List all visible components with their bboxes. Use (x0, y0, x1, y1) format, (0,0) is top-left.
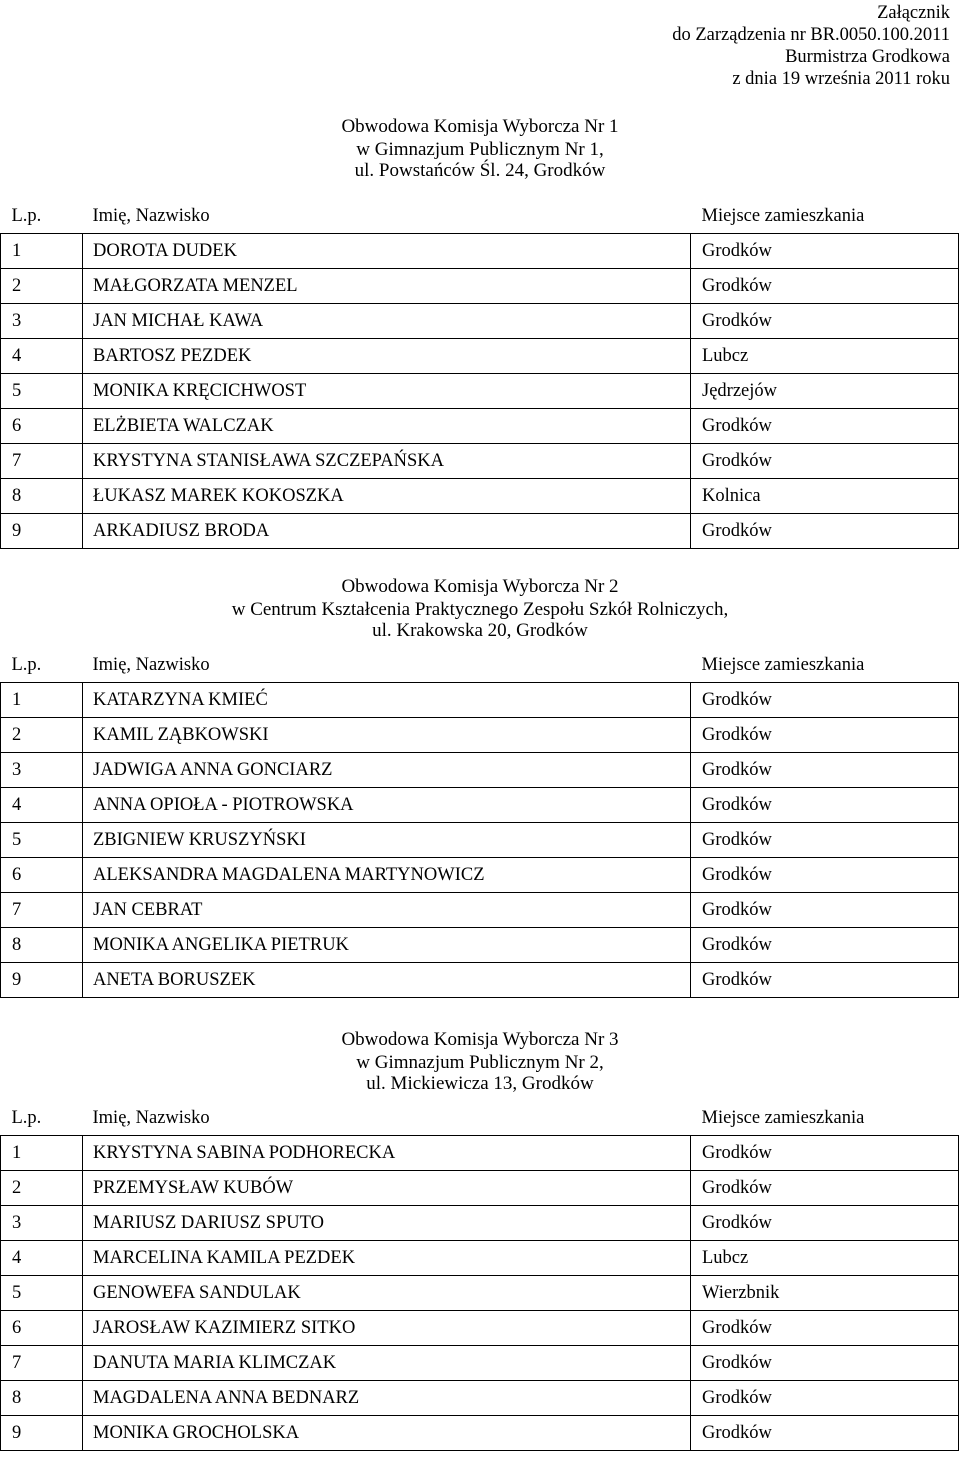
row-number: 8 (1, 479, 83, 514)
column-header-place: Miejsce zamieszkania (691, 200, 959, 234)
column-header-row (1, 649, 959, 683)
table-row (1, 339, 959, 374)
row-number: 7 (1, 893, 83, 928)
member-name: KATARZYNA KMIEĆ (83, 683, 691, 718)
member-name: ZBIGNIEW KRUSZYŃSKI (83, 823, 691, 858)
member-name: MARCELINA KAMILA PEZDEK (83, 1241, 691, 1276)
row-number: 9 (1, 514, 83, 549)
member-residence: Grodków (691, 858, 959, 893)
column-header-name: Imię, Nazwisko (83, 1102, 691, 1136)
commission-section-3 (0, 1028, 960, 1443)
commission-location: w Gimnazjum Publicznym Nr 1, (356, 139, 604, 160)
member-name: KRYSTYNA STANISŁAWA SZCZEPAŃSKA (83, 444, 691, 479)
member-name: ANNA OPIOŁA - PIOTROWSKA (83, 788, 691, 823)
member-name: MONIKA ANGELIKA PIETRUK (83, 928, 691, 963)
row-number: 6 (1, 409, 83, 444)
table-row (1, 479, 959, 514)
table-row (1, 1276, 959, 1311)
table-row (1, 269, 959, 304)
column-header-row (1, 200, 959, 234)
member-name: KAMIL ZĄBKOWSKI (83, 718, 691, 753)
column-header-place: Miejsce zamieszkania (691, 649, 959, 683)
table-row (1, 1171, 959, 1206)
table-row (1, 1381, 959, 1416)
member-residence: Grodków (691, 1381, 959, 1416)
member-name: ANETA BORUSZEK (83, 963, 691, 998)
row-number: 8 (1, 1381, 83, 1416)
table-row (1, 234, 959, 269)
member-residence: Grodków (691, 269, 959, 304)
row-number: 7 (1, 1346, 83, 1381)
member-name: KRYSTYNA SABINA PODHORECKA (83, 1136, 691, 1171)
member-residence: Grodków (691, 1136, 959, 1171)
row-number: 4 (1, 788, 83, 823)
row-number: 8 (1, 928, 83, 963)
commission-name: Obwodowa Komisja Wyborcza Nr 1 (341, 116, 619, 137)
table-row (1, 304, 959, 339)
member-name: PRZEMYSŁAW KUBÓW (83, 1171, 691, 1206)
members-table (0, 200, 959, 549)
table-row (1, 823, 959, 858)
member-residence: Grodków (691, 1416, 959, 1451)
table-row (1, 374, 959, 409)
row-number: 7 (1, 444, 83, 479)
commission-location: w Centrum Kształcenia Praktycznego Zespołu Szkół Rolniczych, (231, 599, 729, 620)
attachment-header (672, 2, 950, 90)
commission-title (0, 115, 960, 181)
commission-address: ul. Mickiewicza 13, Grodków (366, 1073, 594, 1094)
member-name: ARKADIUSZ BRODA (83, 514, 691, 549)
row-number: 2 (1, 269, 83, 304)
column-header-place: Miejsce zamieszkania (691, 1102, 959, 1136)
row-number: 6 (1, 858, 83, 893)
member-residence: Jędrzejów (691, 374, 959, 409)
column-header-name: Imię, Nazwisko (83, 649, 691, 683)
member-residence: Grodków (691, 823, 959, 858)
members-table (0, 1102, 959, 1451)
member-name: GENOWEFA SANDULAK (83, 1276, 691, 1311)
table-row (1, 409, 959, 444)
column-header-lp: L.p. (1, 649, 83, 683)
attachment-label: Załącznik (877, 3, 950, 23)
member-residence: Kolnica (691, 479, 959, 514)
row-number: 1 (1, 234, 83, 269)
row-number: 5 (1, 374, 83, 409)
issue-date: z dnia 19 września 2011 roku (732, 69, 950, 89)
member-name: ALEKSANDRA MAGDALENA MARTYNOWICZ (83, 858, 691, 893)
commission-location: w Gimnazjum Publicznym Nr 2, (356, 1052, 604, 1073)
member-residence: Grodków (691, 893, 959, 928)
member-residence: Lubcz (691, 1241, 959, 1276)
member-residence: Grodków (691, 1311, 959, 1346)
table-row (1, 1311, 959, 1346)
member-name: DANUTA MARIA KLIMCZAK (83, 1346, 691, 1381)
table-row (1, 893, 959, 928)
member-residence: Grodków (691, 963, 959, 998)
commission-title (0, 1028, 960, 1094)
row-number: 4 (1, 1241, 83, 1276)
commission-title (0, 575, 960, 641)
member-name: MONIKA KRĘCICHWOST (83, 374, 691, 409)
table-row (1, 1241, 959, 1276)
row-number: 1 (1, 1136, 83, 1171)
table-row (1, 1416, 959, 1451)
row-number: 1 (1, 683, 83, 718)
member-name: MONIKA GROCHOLSKA (83, 1416, 691, 1451)
table-row (1, 683, 959, 718)
ordinance-number: do Zarządzenia nr BR.0050.100.2011 (672, 25, 950, 45)
table-row (1, 1206, 959, 1241)
commission-section-1 (0, 115, 960, 541)
member-name: MAGDALENA ANNA BEDNARZ (83, 1381, 691, 1416)
member-residence: Grodków (691, 234, 959, 269)
table-row (1, 514, 959, 549)
row-number: 3 (1, 753, 83, 788)
issuer: Burmistrza Grodkowa (785, 47, 950, 67)
commission-section-2 (0, 575, 960, 990)
member-name: JAROSŁAW KAZIMIERZ SITKO (83, 1311, 691, 1346)
column-header-lp: L.p. (1, 200, 83, 234)
commission-address: ul. Powstańców Śl. 24, Grodków (354, 160, 606, 181)
table-row (1, 788, 959, 823)
column-header-lp: L.p. (1, 1102, 83, 1136)
table-row (1, 1136, 959, 1171)
table-row (1, 1346, 959, 1381)
member-residence: Lubcz (691, 339, 959, 374)
member-residence: Grodków (691, 1346, 959, 1381)
column-header-name: Imię, Nazwisko (83, 200, 691, 234)
member-residence: Grodków (691, 1171, 959, 1206)
member-residence: Grodków (691, 514, 959, 549)
member-residence: Grodków (691, 753, 959, 788)
member-name: JAN MICHAŁ KAWA (83, 304, 691, 339)
column-header-row (1, 1102, 959, 1136)
commission-address: ul. Krakowska 20, Grodków (372, 620, 588, 641)
members-table (0, 649, 959, 998)
member-residence: Grodków (691, 718, 959, 753)
table-row (1, 963, 959, 998)
commission-name: Obwodowa Komisja Wyborcza Nr 3 (341, 1029, 619, 1050)
table-row (1, 858, 959, 893)
row-number: 2 (1, 718, 83, 753)
member-name: DOROTA DUDEK (83, 234, 691, 269)
member-name: ELŻBIETA WALCZAK (83, 409, 691, 444)
table-row (1, 444, 959, 479)
table-row (1, 718, 959, 753)
row-number: 5 (1, 823, 83, 858)
member-name: JADWIGA ANNA GONCIARZ (83, 753, 691, 788)
member-name: MARIUSZ DARIUSZ SPUTO (83, 1206, 691, 1241)
member-residence: Grodków (691, 1206, 959, 1241)
member-name: MAŁGORZATA MENZEL (83, 269, 691, 304)
row-number: 2 (1, 1171, 83, 1206)
member-residence: Grodków (691, 409, 959, 444)
table-row (1, 928, 959, 963)
member-name: JAN CEBRAT (83, 893, 691, 928)
member-residence: Grodków (691, 788, 959, 823)
member-name: ŁUKASZ MAREK KOKOSZKA (83, 479, 691, 514)
row-number: 9 (1, 963, 83, 998)
row-number: 9 (1, 1416, 83, 1451)
table-row (1, 753, 959, 788)
row-number: 5 (1, 1276, 83, 1311)
member-residence: Wierzbnik (691, 1276, 959, 1311)
row-number: 6 (1, 1311, 83, 1346)
member-residence: Grodków (691, 304, 959, 339)
row-number: 3 (1, 304, 83, 339)
member-residence: Grodków (691, 683, 959, 718)
member-name: BARTOSZ PEZDEK (83, 339, 691, 374)
member-residence: Grodków (691, 928, 959, 963)
row-number: 4 (1, 339, 83, 374)
member-residence: Grodków (691, 444, 959, 479)
row-number: 3 (1, 1206, 83, 1241)
commission-name: Obwodowa Komisja Wyborcza Nr 2 (341, 576, 619, 597)
